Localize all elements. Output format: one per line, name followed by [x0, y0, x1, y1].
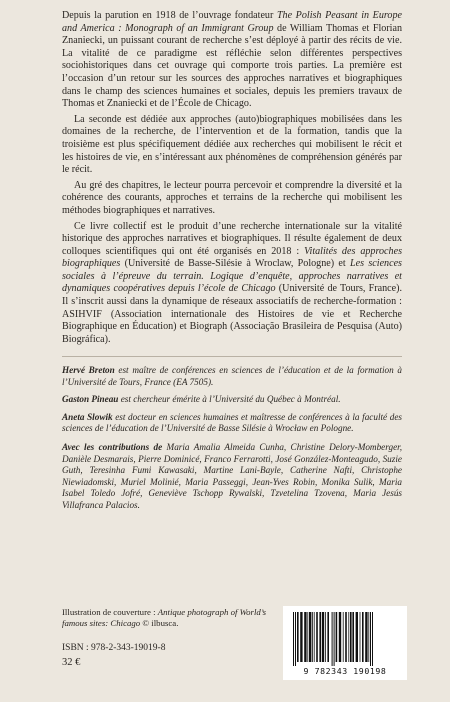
- barcode-bar: [372, 612, 373, 666]
- cover-credit-suffix: © ilbusca.: [140, 618, 179, 629]
- author-bio-text: est docteur en sciences humaines et maîtresse de conférences à la faculté des sciences de l’éducation de l’Université de Basse Silésie à Wrocław en Pologne.: [62, 411, 402, 434]
- barcode-bar: [327, 612, 329, 662]
- author-bio-text: est maître de conférences en sciences de l’éducation et de la formation à l’Université de Tours, France (EA 7505).: [62, 365, 402, 387]
- cover-credit-prefix: Illustration de couverture :: [62, 607, 158, 617]
- author-bio: [62, 394, 402, 405]
- divider: [62, 356, 402, 357]
- author-name: Hervé Breton: [62, 365, 115, 376]
- barcode-bar: [348, 612, 349, 662]
- barcode-bar: [319, 612, 321, 662]
- author-name: Gaston Pineau: [62, 394, 119, 405]
- intro-p1-text-a: Depuis la parution en 1918 de l’ouvrage fondateur: [62, 10, 277, 21]
- intro-paragraph-3: Au gré des chapitres, le lecteur pourra percevoir et comprendre la diversité et la cohérence des courants, approches et terrains de la recherche qui mobilisent les méthodes biographiques et narratives.: [62, 179, 402, 216]
- intro-paragraph-4: [62, 221, 402, 347]
- barcode-bar: [352, 612, 354, 662]
- barcode-bar: [316, 612, 318, 662]
- barcode-bar: [336, 612, 338, 662]
- author-bio: [62, 412, 402, 435]
- intro-paragraph-1: [62, 10, 402, 111]
- barcode-digits: 9 782343 190198: [303, 666, 387, 676]
- author-bio-text: est chercheur émérite à l’Université du Québec à Montréal.: [118, 394, 341, 405]
- barcode-bar: [360, 612, 361, 662]
- barcode-bar: [368, 612, 369, 662]
- back-cover-text: [62, 10, 402, 511]
- barcode-bar: [322, 612, 324, 662]
- barcode-bar: [304, 612, 306, 662]
- barcode-bar: [350, 612, 352, 662]
- barcode-bar: [325, 612, 326, 662]
- intro-p1-text-b: de William Thomas et Florian Znaniecki, un puissant courant de recherche s’est déployé à partir des récits de vie. La vitalité de ce paradigme est réfléchie selon différentes perspectives sociohistoriques dans cet ouvrage qui comporte trois parties. La première est l’occasion d’un retour sur les sources des approches narratives et biographiques dans le champ des sciences humaines et sociales, depuis les premiers travaux de Thomas et Znaniecki et de l’École de Chicago.: [62, 22, 402, 110]
- barcode-bar: [334, 612, 335, 666]
- barcode-bar: [300, 612, 302, 662]
- cover-credit: [62, 607, 272, 629]
- author-bio: [62, 365, 402, 388]
- author-name: Aneta Slowik: [62, 411, 113, 422]
- barcode-bars-icon: [289, 612, 401, 666]
- barcode-bar: [312, 612, 313, 662]
- colloquium-title-2: Les sciences sociales à l’épreuve du terrain. Logique d’enquête, approches narratives et dynamiques coopératives depuis l’école de Chicago: [62, 258, 402, 295]
- intro-p4-text-b: (Université de Basse-Silésie à Wroclaw, Pologne) et: [120, 258, 351, 270]
- price: 32 €: [62, 657, 81, 668]
- colloquium-title-1: Vitalités des approches biographiques: [62, 245, 402, 270]
- cover-credit-title: Antique photograph of World’s famous sites: Chicago: [62, 607, 267, 629]
- barcode-bar: [295, 612, 296, 666]
- intro-p1-book-title: The Polish Peasant in Europe and America : Monograph of an Immigrant Group: [62, 10, 402, 34]
- barcode-bar: [345, 612, 347, 662]
- contributors-list: [62, 442, 402, 510]
- intro-paragraph-2: La seconde est dédiée aux approches (auto)biographiques mobilisées dans les domaines de la recherche, de l’intervention et de la formation, tandis que la troisième est plus spécifiquement dédiée aux recherches qui mobilisent le récit et les histoires de vie, en s’intéressant aux phénomènes de compréhension générés par le récit.: [62, 113, 402, 176]
- barcode-bar: [362, 612, 364, 662]
- barcode: [283, 606, 407, 680]
- barcode-bar: [297, 612, 299, 662]
- barcode-bar: [293, 612, 294, 666]
- barcode-bar: [343, 612, 344, 662]
- barcode-bar: [332, 612, 333, 666]
- barcode-bar: [370, 612, 371, 666]
- contributors-names: Maria Amalia Almeida Cunha, Christine Delory-Momberger, Danièle Desmarais, Pierre Dominicé, Franco Ferrarotti, José González-Monteagudo, Suzie Guth, Teresinha Fumi Kawasaki, Martine Lani-Bayle, Catherine Nafti, Christophe Niewiadomski, Muriel Molinié, Maria Passeggi, Jean-Yves Robin, Monika Sulik, Maria Isabel Toledo Jofré, Geneviève Tschopp Rywalski, Tzvetelina Tzovena, Maria Jesús Villafranca Palacios.: [62, 442, 403, 510]
- isbn: ISBN : 978-2-343-19019-8: [62, 643, 166, 653]
- barcode-bar: [356, 612, 358, 662]
- barcode-bar: [339, 612, 341, 662]
- barcode-bar: [307, 612, 308, 662]
- barcode-bar: [309, 612, 311, 662]
- intro-p4-text-c: (Université de Tours, France). Il s’inscrit aussi dans la dynamique de réseaux associatifs de recherche-formation : ASIHVIF (Association internationale des Histoires de vie et Recherche Biographique en Éducation) et Biograph (Associação Brasileira de Pesquisa (Auto) Biográfica).: [62, 283, 403, 345]
- barcode-bar: [365, 612, 367, 662]
- intro-p4-text-a: Ce livre collectif est le produit d’une recherche internationale sur la vitalité historique des approches narratives et biographiques. Il résulte également de deux colloques scientifiques qui ont été organisés en 2018 :: [62, 220, 402, 257]
- barcode-bar: [314, 612, 315, 662]
- contributors-lead: Avec les contributions de: [62, 442, 163, 453]
